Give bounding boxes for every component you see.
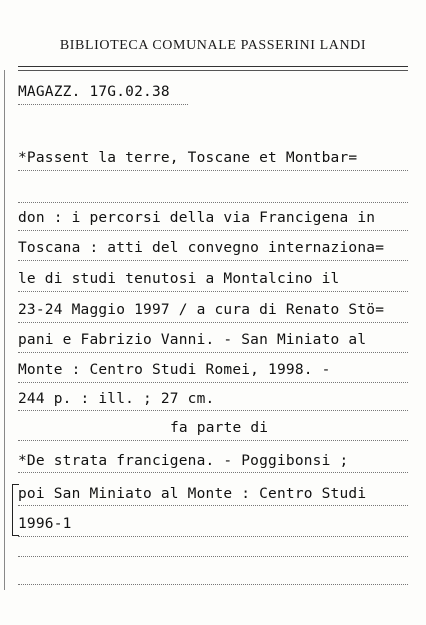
shelfmark-underline [18, 104, 188, 105]
entry-line-4: le di studi tenutosi a Montalcino il [18, 271, 340, 287]
dotted-rule [18, 440, 408, 441]
library-name: BIBLIOTECA COMUNALE PASSERINI LANDI [59, 38, 367, 53]
dotted-rule [18, 322, 408, 323]
entry-line-10: *De strata francigena. - Poggibonsi ; [18, 453, 349, 469]
dotted-rule [18, 382, 408, 383]
dotted-rule [18, 410, 408, 411]
dotted-rule [18, 170, 408, 171]
header-rule-2 [18, 70, 408, 71]
shelfmark: MAGAZZ. 17G.02.38 [18, 84, 170, 100]
entry-line-3: Toscana : atti del convegno internaziona= [18, 240, 385, 256]
dotted-rule [18, 230, 408, 231]
entry-line-9: fa parte di [170, 420, 269, 436]
entry-line-7: Monte : Centro Studi Romei, 1998. - [18, 362, 331, 378]
dotted-rule [18, 291, 408, 292]
entry-line-6: pani e Fabrizio Vanni. - San Miniato al [18, 332, 367, 348]
dotted-rule [18, 352, 408, 353]
entry-line-8: 244 p. : ill. ; 27 cm. [18, 391, 215, 407]
dotted-rule [18, 536, 408, 537]
dotted-rule [18, 556, 408, 557]
dotted-rule [18, 260, 408, 261]
entry-line-12: 1996-1 [18, 516, 72, 532]
entry-line-2: don : i percorsi della via Francigena in [18, 210, 376, 226]
dotted-rule [18, 202, 408, 203]
dotted-rule [18, 472, 408, 473]
entry-line-11: poi San Miniato al Monte : Centro Studi [18, 486, 367, 502]
dotted-rule [18, 584, 408, 585]
card-edge [4, 70, 5, 590]
dotted-rule [18, 505, 408, 506]
entry-line-5: 23-24 Maggio 1997 / a cura di Renato Stö= [18, 302, 385, 318]
header-rule [18, 66, 408, 67]
entry-line-1: *Passent la terre, Toscane et Montbar= [18, 150, 358, 166]
